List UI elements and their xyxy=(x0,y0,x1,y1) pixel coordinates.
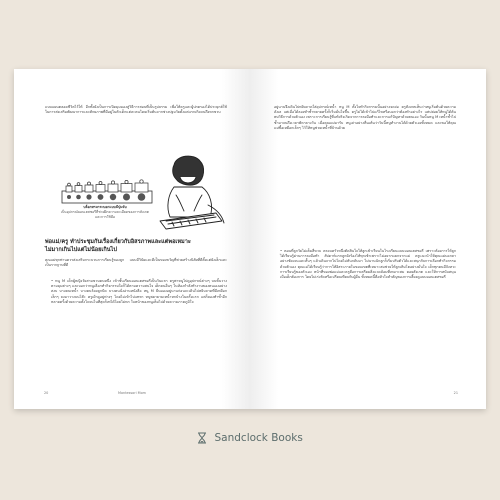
cylinder-blocks-illustration xyxy=(60,177,154,205)
right-paragraph-2: • ตอนที่ลูกวัยไม่เต็มสี่ขวบ ครอบครัวหนึ่งตัดสินใจให้ลูกเข้าเรียนในโรงเรียนแบบมอนเตสซอรี เพราะต้องการให้ลูกได้เรียนรู้ผ่านการลงมือทำ สัปดาห์แรกลูกยังร้องไห้ทุกเช้าเพราะไม่อยากแยกจากแม่ ครูแนะนำให้คุณแม่บอกลาอย่างชัดเจนและสั้นๆ แล้วเดินจากไปโดยไม่หันกลับมา ไม่นานนักลูกก็เริ่มปรับตัวได้และสนุกกับการเลือกทำกิจกรรมด้วยตัวเอง คุณแม่ได้เรียนรู้ว่าการให้อิสระภายในขอบเขตที่เหมาะสมช่วยให้ลูกเติบโตอย่างมั่นใจ เด็กทุกคนมีจังหวะการเรียนรู้ของตัวเอง หน้าที่ของพ่อแม่และครูคือการเตรียมสิ่งแวดล้อมที่เหมาะสม คอยสังเกต และให้การสนับสนุนเมื่อเด็กต้องการ โดยไม่เร่งรัดหรือเปรียบเทียบกับผู้อื่น ทั้งหมดนี้คือหัวใจสำคัญของการเลี้ยงดูแบบมอนเตสซอรี xyxy=(280,249,456,280)
running-head: Montessori Mom xyxy=(118,391,146,395)
intro-paragraph: แบบแผนตลอดชีวิตไว้ให้ อีกทั้งยังเป็นการเปิดมุมมองสู่วิธีการสอนที่เป็นรูปธรรม เพื่อให้ครูและผู้ปกครองได้ประยุกต์ใช้ในการส่งเสริมพัฒนาการและศักยภาพที่มีอยู่ในตัวเด็กแต่ละคนโดยเริ่มต้นจากช่วงปฐมวัยตั้งแต่แรกเกิดจนถึงหกขวบ xyxy=(45,105,227,115)
page-number-left: 20 xyxy=(44,391,49,395)
publisher-brand xyxy=(0,432,500,444)
open-book-spread xyxy=(14,69,486,409)
page-number-right: 21 xyxy=(453,391,458,395)
child-working-illustration xyxy=(152,151,232,237)
right-paragraph-1: อยู่นานจึงเดินไปหยิบถาดใส่อุปกรณ์เทน้ำ หนู M ตั้งใจทำกิจกรรมนั้นอย่างจดจ่อ ครูสังเกตเห็นว่าหนูเริ่มต้นด้วยความลังเล แต่เมื่อได้ลองทำซ้ำหลายครั้งก็เริ่มมั่นใจขึ้น ครูไม่ได้เข้าไปแก้ไขหรือบอกว่าต้องทำอย่างไร แต่ปล่อยให้หนูได้ค้นพบวิธีการด้วยตัวเอง เพราะการเรียนรู้ที่แท้จริงเกิดจากการลงมือทำและการแก้ปัญหาด้วยตนเอง วันนั้นหนู M เทน้ำซ้ำไปซ้ำมาจนถึงเวลาพักกลางวัน เมื่อคุณแม่มารับ หนูเล่าอย่างตื่นเต้นว่าวันนี้หนูทำงานได้ด้วยตัวเองทั้งหมด และขอให้คุณแม่ซื้อเหยือกเล็กๆ ไว้ให้หนูช่วยเทน้ำที่บ้านด้วย xyxy=(274,105,456,130)
hourglass-logo-icon xyxy=(197,432,207,444)
section-heading: พ่อแม่/ครู ทำประชุมกันเรื่องเกี่ยวกับอิสรภาพและแต่พอเหมาะไม่มากเกินไปแต่ไม่น้อยเกินไป xyxy=(45,239,191,253)
caption-text: เป็นอุปกรณ์มอนเตสซอรีที่ช่วยฝึกความละเอียดของการสังเกตและการใช้มือ xyxy=(60,209,149,219)
bullet-paragraph: • หนู M เด็กผู้หญิงวัยสามขวบคนหนึ่ง เข้าชั้นเรียนมอนเตสซอรีเป็นวันแรก ครูพาหนูไปดูอุปกรณ์ต่างๆ บนชั้นวางตามมุมต่างๆ และบอกว่าหนูเลือกทำกิจกรรมใดก็ได้ตามความสนใจ เด็กคนอื่นๆ ในห้องกำลังทำงานของตนเองอย่างสงบ บางคนเทน้ำ บางคนร้อยลูกปัด บางคนนั่งอ่านหนังสือ หนู M ยืนมองอยู่นานก่อนจะเดินไปหยิบถาดที่มีเหยือกเล็กๆ ลงมาวางบนโต๊ะ ครูเฝ้าดูอยู่ห่างๆ โดยไม่เข้าไปแทรก หนูพยายามเทน้ำหกบ้างในครั้งแรก แต่ก็ลองทำซ้ำอีกหลายครั้งด้วยความตั้งใจจนในที่สุดก็เทได้โดยไม่หก ใบหน้าของหนูเต็มไปด้วยความภาคภูมิใจ xyxy=(51,279,227,304)
section-paragraph: คุณแม่ทุกท่านควรส่งเสริมกระบวนการเรียนรู้ของลูก แบบมีวินัยและดีเป็นของขวัญที่ช่วยสร้างนิสัยที่ดีตั้งแต่ยังเล็กและเป็นรากฐานที่ดี xyxy=(45,258,227,268)
left-page xyxy=(14,69,250,409)
illustration-caption xyxy=(58,205,152,219)
publisher-name: Sandclock Books xyxy=(214,432,303,444)
right-page xyxy=(250,69,486,409)
caption-title: บล็อกทรงกระบอกแบบมีปุ่มจับ xyxy=(83,205,127,209)
